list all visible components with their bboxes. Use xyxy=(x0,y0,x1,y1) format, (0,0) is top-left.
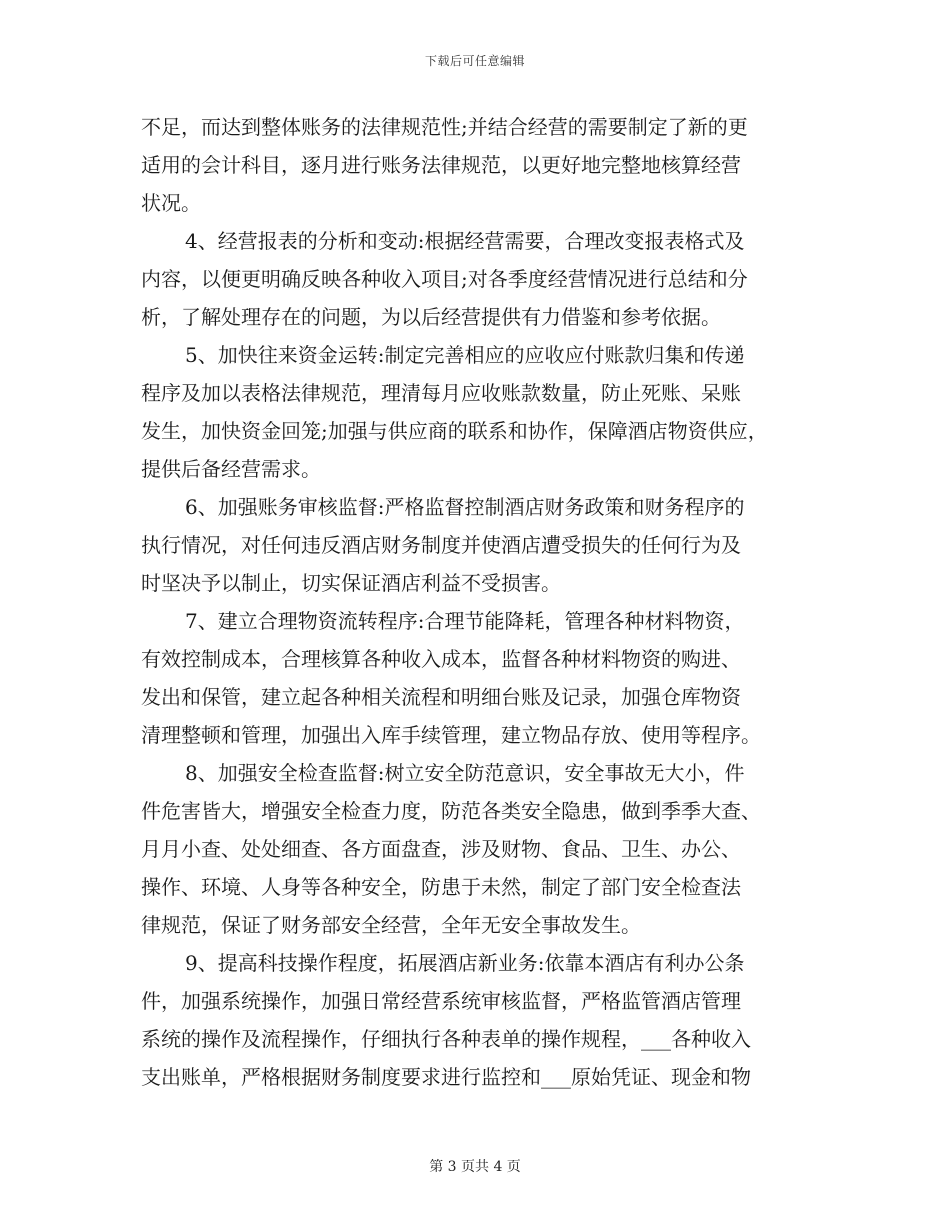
text-line: 提供后备经营需求。 xyxy=(141,457,321,481)
text-line: 5、加快往来资金运转:制定完善相应的应收应付账款归集和传递 xyxy=(185,343,745,367)
text-line: 4、经营报表的分析和变动:根据经营需要，合理改变报表格式及 xyxy=(185,229,745,253)
text-line: 件，加强系统操作，加强日常经营系统审核监督，严格监管酒店管理 xyxy=(141,989,741,1013)
text-line: 8、加强安全检查监督:树立安全防范意识，安全事故无大小，件 xyxy=(185,761,745,785)
text-line: 支出账单，严格根据财务制度要求进行监控和___原始凭证、现金和物 xyxy=(141,1065,751,1089)
document-body xyxy=(141,108,821,1096)
paragraph-item-8 xyxy=(141,754,821,944)
text-line: 有效控制成本，合理核算各种收入成本，监督各种材料物资的购进、 xyxy=(141,647,741,671)
text-line: 程序及加以表格法律规范，理清每月应收账款数量，防止死账、呆账 xyxy=(141,381,741,405)
text-line: 执行情况，对任何违反酒店财务制度并使酒店遭受损失的任何行为及 xyxy=(141,533,741,557)
text-line: 系统的操作及流程操作，仔细执行各种表单的操作规程，___各种收入 xyxy=(141,1027,751,1051)
paragraph-item-5 xyxy=(141,336,821,488)
paragraph-item-4 xyxy=(141,222,821,336)
paragraph-continuation xyxy=(141,108,821,222)
text-line: 不足，而达到整体账务的法律规范性;并结合经营的需要制定了新的更 xyxy=(141,115,748,139)
paragraph-item-9 xyxy=(141,944,821,1096)
text-line: 时坚决予以制止，切实保证酒店利益不受损害。 xyxy=(141,571,561,595)
text-line: 7、建立合理物资流转程序:合理节能降耗，管理各种材料物资， xyxy=(185,609,745,633)
text-line: 件危害皆大，增强安全检查力度，防范各类安全隐患，做到季季大查、 xyxy=(141,799,761,823)
text-line: 内容，以便更明确反映各种收入项目;对各季度经营情况进行总结和分 xyxy=(141,267,748,291)
page-header: 下载后可任意编辑 xyxy=(424,54,525,68)
text-line: 操作、环境、人身等各种安全，防患于未然，制定了部门安全检查法 xyxy=(141,875,741,899)
text-line: 清理整顿和管理，加强出入库手续管理，建立物品存放、使用等程序。 xyxy=(141,723,761,747)
text-line: 析，了解处理存在的问题，为以后经营提供有力借鉴和参考依据。 xyxy=(141,305,721,329)
text-line: 状况。 xyxy=(141,191,201,215)
text-line: 9、提高科技操作程度，拓展酒店新业务:依靠本酒店有利办公条 xyxy=(185,951,745,975)
paragraph-item-7 xyxy=(141,602,821,754)
page-number-footer: 第 3 页共 4 页 xyxy=(429,1159,521,1175)
text-line: 发出和保管，建立起各种相关流程和明细台账及记录，加强仓库物资 xyxy=(141,685,741,709)
text-line: 发生，加快资金回笼;加强与供应商的联系和协作，保障酒店物资供应， xyxy=(141,419,768,443)
text-line: 6、加强账务审核监督:严格监督控制酒店财务政策和财务程序的 xyxy=(185,495,745,519)
text-line: 适用的会计科目，逐月进行账务法律规范，以更好地完整地核算经营 xyxy=(141,153,741,177)
text-line: 月月小查、处处细查、各方面盘查，涉及财物、食品、卫生、办公、 xyxy=(141,837,741,861)
text-line: 律规范，保证了财务部安全经营，全年无安全事故发生。 xyxy=(141,913,641,937)
paragraph-item-6 xyxy=(141,488,821,602)
